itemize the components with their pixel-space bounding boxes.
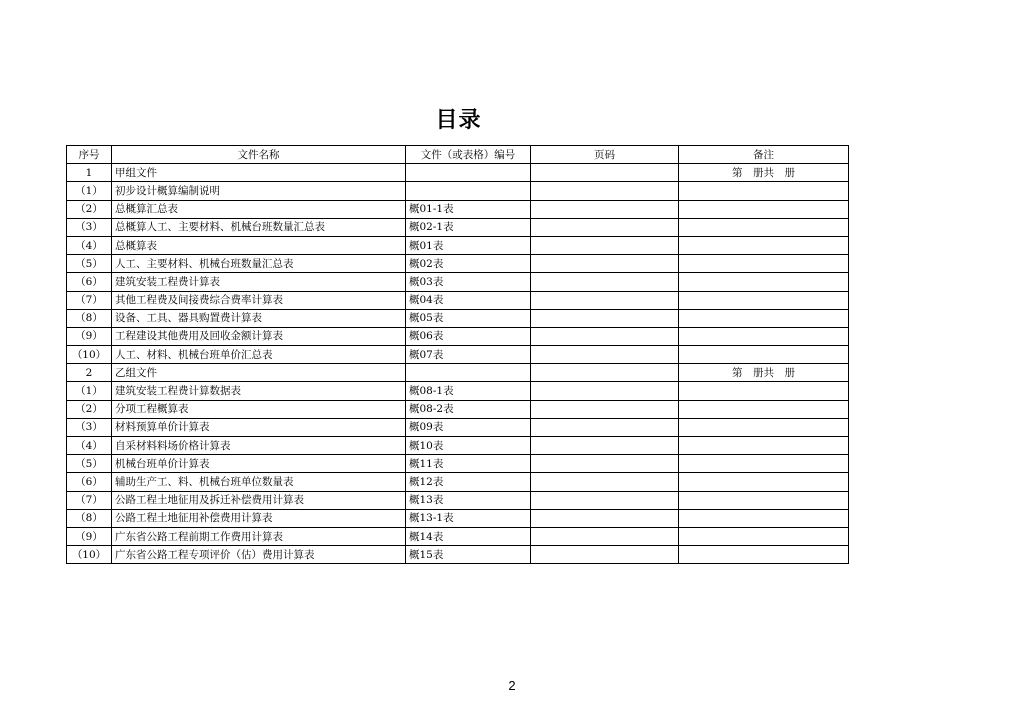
cell-file-name: 总概算汇总表 <box>112 200 406 218</box>
table-row <box>67 218 849 236</box>
column-header-name: 文件名称 <box>112 146 406 164</box>
cell-page <box>531 509 679 527</box>
cell-file-name: 建筑安装工程费计算表 <box>112 273 406 291</box>
cell-file-name: 建筑安装工程费计算数据表 <box>112 382 406 400</box>
cell-file-name: 广东省公路工程专项评价（估）费用计算表 <box>112 546 406 564</box>
cell-note: 第 册共 册 <box>679 164 849 182</box>
cell-file-name: 人工、材料、机械台班单价汇总表 <box>112 346 406 364</box>
cell-page <box>531 400 679 418</box>
cell-table-code: 概02表 <box>406 255 531 273</box>
cell-page <box>531 236 679 254</box>
cell-seq: （5） <box>67 255 112 273</box>
cell-table-code: 概02-1表 <box>406 218 531 236</box>
cell-file-name: 广东省公路工程前期工作费用计算表 <box>112 527 406 545</box>
cell-note <box>679 546 849 564</box>
cell-note <box>679 218 849 236</box>
table-row <box>67 418 849 436</box>
cell-table-code <box>406 164 531 182</box>
cell-note <box>679 400 849 418</box>
table-row <box>67 273 849 291</box>
cell-page <box>531 473 679 491</box>
cell-table-code: 概15表 <box>406 546 531 564</box>
table-row <box>67 309 849 327</box>
cell-table-code: 概03表 <box>406 273 531 291</box>
cell-table-code: 概08-2表 <box>406 400 531 418</box>
cell-file-name: 分项工程概算表 <box>112 400 406 418</box>
cell-seq: 2 <box>67 364 112 382</box>
cell-file-name: 辅助生产工、料、机械台班单位数量表 <box>112 473 406 491</box>
table-row <box>67 473 849 491</box>
cell-page <box>531 164 679 182</box>
cell-page <box>531 527 679 545</box>
table-body <box>67 164 849 564</box>
table-row <box>67 437 849 455</box>
cell-file-name: 自采材料料场价格计算表 <box>112 437 406 455</box>
table-row <box>67 200 849 218</box>
cell-seq: （7） <box>67 491 112 509</box>
contents-table <box>66 145 849 564</box>
column-header-code: 文件（或表格）编号 <box>406 146 531 164</box>
cell-note <box>679 455 849 473</box>
table-row <box>67 527 849 545</box>
cell-page <box>531 218 679 236</box>
cell-note <box>679 491 849 509</box>
cell-table-code: 概09表 <box>406 418 531 436</box>
cell-page <box>531 346 679 364</box>
cell-page <box>531 255 679 273</box>
cell-seq: （6） <box>67 273 112 291</box>
page-title: 目录 <box>435 108 482 133</box>
cell-note <box>679 527 849 545</box>
cell-seq: （10） <box>67 546 112 564</box>
cell-note <box>679 346 849 364</box>
cell-note <box>679 273 849 291</box>
cell-file-name: 工程建设其他费用及回收金额计算表 <box>112 327 406 345</box>
cell-file-name: 总概算表 <box>112 236 406 254</box>
table-row <box>67 491 849 509</box>
cell-page <box>531 455 679 473</box>
cell-file-name: 材料预算单价计算表 <box>112 418 406 436</box>
cell-seq: 1 <box>67 164 112 182</box>
column-header-seq: 序号 <box>67 146 112 164</box>
cell-seq: （1） <box>67 182 112 200</box>
table-row <box>67 546 849 564</box>
column-header-page: 页码 <box>531 146 679 164</box>
cell-note <box>679 255 849 273</box>
cell-file-name: 机械台班单价计算表 <box>112 455 406 473</box>
cell-table-code <box>406 364 531 382</box>
cell-file-name: 公路工程土地征用及拆迁补偿费用计算表 <box>112 491 406 509</box>
cell-note <box>679 327 849 345</box>
table-row <box>67 509 849 527</box>
cell-note <box>679 291 849 309</box>
table-row <box>67 346 849 364</box>
cell-page <box>531 200 679 218</box>
cell-seq: （9） <box>67 527 112 545</box>
cell-file-name: 甲组文件 <box>112 164 406 182</box>
cell-note <box>679 200 849 218</box>
cell-note <box>679 473 849 491</box>
cell-seq: （4） <box>67 437 112 455</box>
table-row <box>67 236 849 254</box>
cell-seq: （8） <box>67 509 112 527</box>
cell-page <box>531 382 679 400</box>
cell-seq: （10） <box>67 346 112 364</box>
cell-page <box>531 182 679 200</box>
cell-seq: （8） <box>67 309 112 327</box>
cell-table-code: 概14表 <box>406 527 531 545</box>
cell-file-name: 其他工程费及间接费综合费率计算表 <box>112 291 406 309</box>
cell-table-code: 概07表 <box>406 346 531 364</box>
cell-note <box>679 382 849 400</box>
table-row <box>67 291 849 309</box>
cell-table-code: 概12表 <box>406 473 531 491</box>
cell-file-name: 公路工程土地征用补偿费用计算表 <box>112 509 406 527</box>
cell-table-code <box>406 182 531 200</box>
table-row <box>67 400 849 418</box>
cell-file-name: 总概算人工、主要材料、机械台班数量汇总表 <box>112 218 406 236</box>
cell-file-name: 设备、工具、器具购置费计算表 <box>112 309 406 327</box>
table-row <box>67 364 849 382</box>
cell-note <box>679 418 849 436</box>
cell-page <box>531 291 679 309</box>
cell-seq: （4） <box>67 236 112 254</box>
cell-seq: （9） <box>67 327 112 345</box>
cell-seq: （1） <box>67 382 112 400</box>
table-row <box>67 455 849 473</box>
cell-table-code: 概01-1表 <box>406 200 531 218</box>
cell-seq: （3） <box>67 218 112 236</box>
cell-page <box>531 309 679 327</box>
cell-note <box>679 182 849 200</box>
cell-seq: （3） <box>67 418 112 436</box>
cell-file-name: 初步设计概算编制说明 <box>112 182 406 200</box>
cell-seq: （2） <box>67 400 112 418</box>
cell-table-code: 概06表 <box>406 327 531 345</box>
table-row <box>67 327 849 345</box>
cell-note: 第 册共 册 <box>679 364 849 382</box>
table-row <box>67 382 849 400</box>
table-header-row <box>67 146 849 164</box>
cell-page <box>531 491 679 509</box>
cell-table-code: 概08-1表 <box>406 382 531 400</box>
cell-page <box>531 327 679 345</box>
cell-file-name: 人工、主要材料、机械台班数量汇总表 <box>112 255 406 273</box>
cell-page <box>531 546 679 564</box>
cell-table-code: 概01表 <box>406 236 531 254</box>
column-header-note: 备注 <box>679 146 849 164</box>
cell-table-code: 概05表 <box>406 309 531 327</box>
cell-table-code: 概04表 <box>406 291 531 309</box>
cell-note <box>679 309 849 327</box>
page-number: 2 <box>508 678 516 693</box>
table-row <box>67 182 849 200</box>
table-row <box>67 255 849 273</box>
cell-note <box>679 509 849 527</box>
cell-seq: （6） <box>67 473 112 491</box>
cell-table-code: 概13表 <box>406 491 531 509</box>
cell-page <box>531 364 679 382</box>
cell-seq: （5） <box>67 455 112 473</box>
cell-page <box>531 273 679 291</box>
cell-table-code: 概11表 <box>406 455 531 473</box>
cell-seq: （2） <box>67 200 112 218</box>
cell-note <box>679 437 849 455</box>
cell-page <box>531 418 679 436</box>
cell-note <box>679 236 849 254</box>
table-row <box>67 164 849 182</box>
cell-page <box>531 437 679 455</box>
cell-table-code: 概13-1表 <box>406 509 531 527</box>
cell-table-code: 概10表 <box>406 437 531 455</box>
cell-file-name: 乙组文件 <box>112 364 406 382</box>
cell-seq: （7） <box>67 291 112 309</box>
